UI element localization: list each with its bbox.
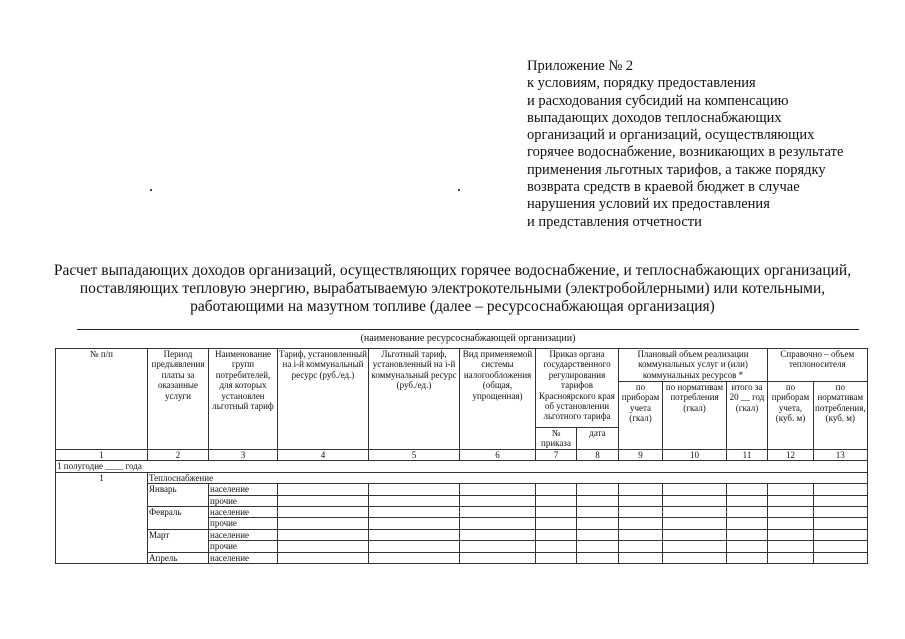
data-cell[interactable] xyxy=(814,484,868,495)
group-cell: прочие xyxy=(209,518,278,529)
appendix-line: применения льготных тарифов, а также порядку xyxy=(527,161,826,178)
col-number: 13 xyxy=(814,450,868,461)
header-period: Период предъявления платы за оказанные услуги xyxy=(148,349,209,450)
half-year-row: 1 полугодие ____ года xyxy=(56,461,868,472)
group-cell: население xyxy=(209,529,278,540)
data-cell[interactable] xyxy=(460,507,536,518)
data-cell[interactable] xyxy=(369,495,460,506)
col-number: 10 xyxy=(663,450,727,461)
data-cell[interactable] xyxy=(460,518,536,529)
data-cell[interactable] xyxy=(768,541,814,552)
header-order-number: № приказа xyxy=(536,428,577,450)
data-cell[interactable] xyxy=(460,541,536,552)
data-cell[interactable] xyxy=(619,552,663,563)
header-order-date: дата xyxy=(577,428,619,450)
row-number: 1 xyxy=(56,472,148,563)
appendix-line: и расходования субсидий на компенсацию xyxy=(527,92,789,109)
data-cell[interactable] xyxy=(460,552,536,563)
data-cell[interactable] xyxy=(768,518,814,529)
appendix-line: горячее водоснабжение, возникающих в результате xyxy=(527,144,844,161)
organization-name-line xyxy=(77,329,859,330)
data-cell[interactable] xyxy=(536,529,577,540)
data-cell[interactable] xyxy=(460,529,536,540)
group-cell: население xyxy=(209,484,278,495)
data-cell[interactable] xyxy=(619,518,663,529)
data-cell[interactable] xyxy=(814,495,868,506)
data-cell[interactable] xyxy=(727,507,768,518)
data-cell[interactable] xyxy=(536,484,577,495)
data-cell[interactable] xyxy=(278,518,369,529)
section-heat-supply: Теплоснабжение xyxy=(148,472,868,483)
header-groups: Наименование групп потребителей, для которых установлен льготный тариф xyxy=(209,349,278,450)
data-cell[interactable] xyxy=(814,518,868,529)
data-cell[interactable] xyxy=(619,507,663,518)
data-cell[interactable] xyxy=(577,484,619,495)
data-cell[interactable] xyxy=(536,495,577,506)
col-number: 4 xyxy=(278,450,369,461)
data-cell[interactable] xyxy=(663,484,727,495)
col-number: 5 xyxy=(369,450,460,461)
data-cell[interactable] xyxy=(727,518,768,529)
appendix-line: к условиям, порядку предоставления xyxy=(527,75,756,92)
header-tax-system: Вид применяемой системы налогообложения (общая, упрощенная) xyxy=(460,349,536,450)
header-num: № п/п xyxy=(56,349,148,450)
col-number: 1 xyxy=(56,450,148,461)
group-cell: население xyxy=(209,552,278,563)
data-cell[interactable] xyxy=(814,541,868,552)
col-number: 7 xyxy=(536,450,577,461)
data-cell[interactable] xyxy=(768,484,814,495)
header-order: Приказ органа государственного регулирования тарифов Красноярского края об установлении льготного тарифа xyxy=(536,349,619,428)
data-cell[interactable] xyxy=(768,507,814,518)
header-tariff: Тариф, установленный на i-й коммунальный ресурс (руб./ед.) xyxy=(278,349,369,450)
month-cell: Апрель xyxy=(148,552,209,563)
data-cell[interactable] xyxy=(619,529,663,540)
data-cell[interactable] xyxy=(278,495,369,506)
data-cell[interactable] xyxy=(619,484,663,495)
group-cell: население xyxy=(209,507,278,518)
data-cell[interactable] xyxy=(460,484,536,495)
data-cell[interactable] xyxy=(814,552,868,563)
header-plan-norm: по нормативам потребления (гкал) xyxy=(663,382,727,450)
data-cell[interactable] xyxy=(768,552,814,563)
data-cell[interactable] xyxy=(369,541,460,552)
organization-caption: (наименование ресурсоснабжающей организации) xyxy=(360,333,576,344)
header-ref-meter: по приборам учета, (куб. м) xyxy=(768,382,814,450)
data-cell[interactable] xyxy=(278,541,369,552)
col-number: 12 xyxy=(768,450,814,461)
data-cell[interactable] xyxy=(369,552,460,563)
appendix-line: нарушения условий их предоставления xyxy=(527,196,770,213)
data-cell[interactable] xyxy=(663,495,727,506)
col-number: 8 xyxy=(577,450,619,461)
data-cell[interactable] xyxy=(577,495,619,506)
appendix-block xyxy=(527,58,897,231)
appendix-line: и представления отчетности xyxy=(527,213,702,230)
document-title xyxy=(40,262,865,316)
data-cell[interactable] xyxy=(536,518,577,529)
scan-speck xyxy=(458,189,460,191)
group-cell: прочие xyxy=(209,541,278,552)
data-cell[interactable] xyxy=(278,484,369,495)
col-number: 9 xyxy=(619,450,663,461)
data-cell[interactable] xyxy=(278,529,369,540)
data-cell[interactable] xyxy=(369,518,460,529)
data-cell[interactable] xyxy=(727,495,768,506)
col-number: 2 xyxy=(148,450,209,461)
data-cell[interactable] xyxy=(768,495,814,506)
data-cell[interactable] xyxy=(663,518,727,529)
month-cell: Январь xyxy=(148,484,209,507)
data-cell[interactable] xyxy=(663,541,727,552)
data-cell[interactable] xyxy=(536,507,577,518)
month-cell: Февраль xyxy=(148,507,209,530)
title-line: поставляющих тепловую энергию, вырабатываемую электрокотельными (электробойлерными) или котельными, xyxy=(79,280,826,297)
month-cell: Март xyxy=(148,529,209,552)
header-plan-total: итого за 20 __ год (гкал) xyxy=(727,382,768,450)
col-number: 6 xyxy=(460,450,536,461)
data-cell[interactable] xyxy=(619,541,663,552)
col-number: 3 xyxy=(209,450,278,461)
data-cell[interactable] xyxy=(577,552,619,563)
data-cell[interactable] xyxy=(727,552,768,563)
data-cell[interactable] xyxy=(814,507,868,518)
scan-speck xyxy=(150,189,152,191)
data-cell[interactable] xyxy=(577,518,619,529)
data-cell[interactable] xyxy=(369,529,460,540)
header-ref-norm: по нормативам потребления, (куб. м) xyxy=(814,382,868,450)
calculation-table xyxy=(55,348,868,564)
data-cell[interactable] xyxy=(536,552,577,563)
appendix-line: организаций и организаций, осуществляющих xyxy=(527,127,815,144)
data-cell[interactable] xyxy=(536,541,577,552)
data-cell[interactable] xyxy=(727,541,768,552)
data-cell[interactable] xyxy=(663,529,727,540)
data-cell[interactable] xyxy=(278,507,369,518)
appendix-line: возврата средств в краевой бюджет в случае xyxy=(527,179,800,196)
data-cell[interactable] xyxy=(577,507,619,518)
data-cell[interactable] xyxy=(768,529,814,540)
title-line: работающими на мазутном топливе (далее – ресурсоснабжающая организация) xyxy=(190,298,715,315)
col-number: 11 xyxy=(727,450,768,461)
data-cell[interactable] xyxy=(727,484,768,495)
header-plan-volume: Плановый объем реализации коммунальных услуг и (или) коммунальных ресурсов * xyxy=(619,349,768,382)
appendix-line: выпадающих доходов теплоснабжающих xyxy=(527,109,782,126)
data-cell[interactable] xyxy=(663,552,727,563)
data-cell[interactable] xyxy=(663,507,727,518)
data-cell[interactable] xyxy=(577,529,619,540)
data-cell[interactable] xyxy=(460,495,536,506)
data-cell[interactable] xyxy=(727,529,768,540)
header-reference-volume: Справочно – объем теплоносителя xyxy=(768,349,868,382)
data-cell[interactable] xyxy=(577,541,619,552)
data-cell[interactable] xyxy=(369,507,460,518)
data-cell[interactable] xyxy=(369,484,460,495)
header-plan-meter: по приборам учета (гкал) xyxy=(619,382,663,450)
data-cell[interactable] xyxy=(278,552,369,563)
title-line: Расчет выпадающих доходов организаций, осуществляющих горячее водоснабжение, и теплоснабжающих организаций, xyxy=(53,262,852,279)
data-cell[interactable] xyxy=(619,495,663,506)
group-cell: прочие xyxy=(209,495,278,506)
data-cell[interactable] xyxy=(814,529,868,540)
appendix-line: Приложение № 2 xyxy=(527,58,634,74)
header-benefit-tariff: Льготный тариф, установленный на i-й коммунальный ресурс (руб./ед.) xyxy=(369,349,460,450)
